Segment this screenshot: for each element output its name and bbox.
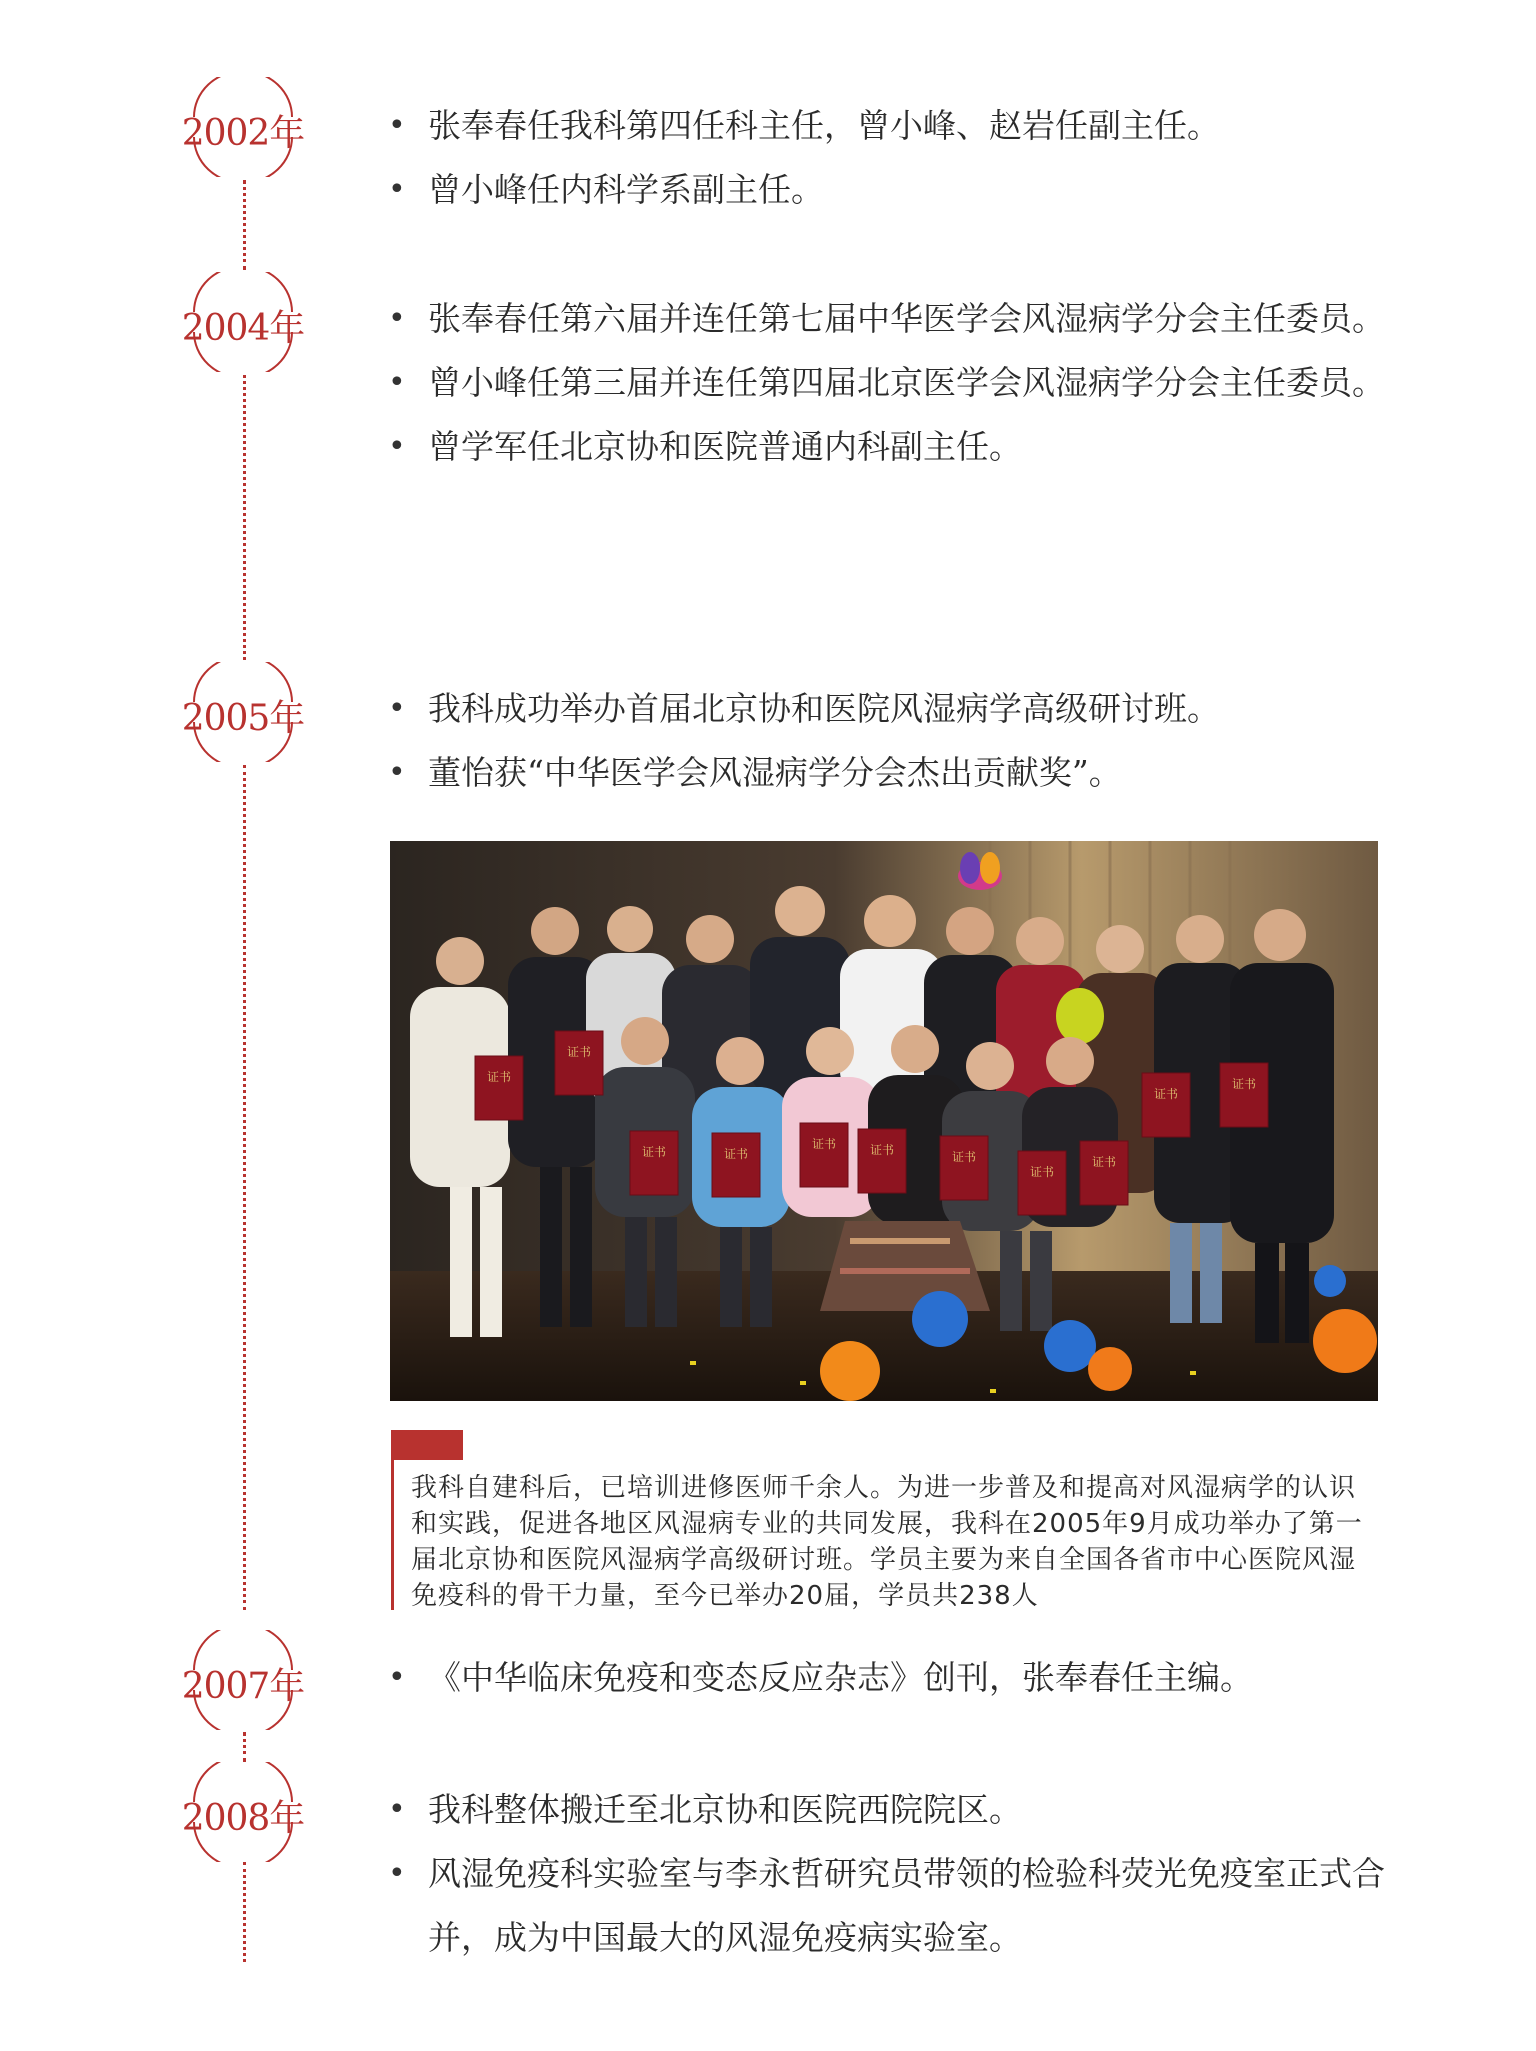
- certificate-label: 证书: [812, 1137, 837, 1151]
- entry-text: 曾小峰任内科学系副主任。: [428, 170, 824, 209]
- caption-accent-tab: [391, 1430, 463, 1460]
- year-marker-2007: [178, 1630, 308, 1730]
- certificate-label: 证书: [642, 1145, 667, 1159]
- list-item: [388, 1646, 1388, 1710]
- list-item: [388, 741, 1388, 805]
- list-item: [388, 287, 1388, 351]
- certificate-label: 证书: [1154, 1087, 1179, 1101]
- list-item: [388, 677, 1388, 741]
- entries-2005: [388, 677, 1388, 805]
- entries-2004: [388, 287, 1388, 479]
- list-item: [388, 1778, 1388, 1842]
- list-item: [388, 415, 1388, 479]
- bullet-icon: •: [388, 172, 406, 207]
- group-photo-illustration: [390, 841, 1378, 1401]
- year-marker-2004: [178, 272, 308, 372]
- entry-text: 张奉春任我科第四任科主任，曾小峰、赵岩任副主任。: [428, 106, 1220, 145]
- list-item: [388, 94, 1388, 158]
- year-label: 2007年: [181, 1666, 305, 1707]
- entries-2008: [388, 1778, 1388, 1970]
- entry-text: 我科整体搬迁至北京协和医院西院院区。: [428, 1790, 1022, 1829]
- year-marker-2002: [178, 77, 308, 177]
- entry-text: 曾学军任北京协和医院普通内科副主任。: [428, 427, 1022, 466]
- certificate-label: 证书: [567, 1045, 592, 1059]
- entry-text: 曾小峰任第三届并连任第四届北京医学会风湿病学分会主任委员。: [428, 363, 1385, 402]
- entries-2007: [388, 1646, 1388, 1710]
- bullet-icon: •: [388, 301, 406, 336]
- bullet-icon: •: [388, 1792, 406, 1827]
- bullet-icon: •: [388, 1660, 406, 1695]
- entry-text: 风湿免疫科实验室与李永哲研究员带领的检验科荧光免疫室正式合并，成为中国最大的风湿免疫病实验室。: [428, 1854, 1385, 1957]
- certificate-label: 证书: [952, 1150, 977, 1164]
- year-marker-2005: [178, 662, 308, 762]
- bullet-icon: •: [388, 755, 406, 790]
- certificate-label: 证书: [1092, 1155, 1117, 1169]
- certificate-label: 证书: [1030, 1165, 1055, 1179]
- certificate-label: 证书: [487, 1070, 512, 1084]
- certificate-label: 证书: [724, 1147, 749, 1161]
- year-label: 2004年: [181, 308, 305, 349]
- year-marker-2008: [178, 1762, 308, 1862]
- list-item: [388, 1842, 1388, 1970]
- photo-caption-box: [391, 1430, 1391, 1610]
- photo-caption: 我科自建科后，已培训进修医师千余人。为进一步普及和提高对风湿病学的认识和实践，促进各地区风湿病专业的共同发展，我科在2005年9月成功举办了第一届北京协和医院风湿病学高级研讨班。学员主要为来自全国各省市中心医院风湿免疫科的骨干力量，至今已举办20届，学员共238人: [411, 1473, 1363, 1611]
- timeline-line: [243, 765, 246, 1610]
- group-photo: [390, 841, 1378, 1401]
- entry-text: 我科成功举办首届北京协和医院风湿病学高级研讨班。: [428, 689, 1220, 728]
- certificate-label: 证书: [1232, 1077, 1257, 1091]
- bullet-icon: •: [388, 1856, 406, 1891]
- timeline-line: [243, 1732, 246, 1762]
- list-item: [388, 351, 1388, 415]
- bullet-icon: •: [388, 429, 406, 464]
- entry-text: 张奉春任第六届并连任第七届中华医学会风湿病学分会主任委员。: [428, 299, 1385, 338]
- entry-text: 董怡获“中华医学会风湿病学分会杰出贡献奖”。: [428, 753, 1122, 792]
- entries-2002: [388, 94, 1388, 222]
- year-label: 2002年: [181, 113, 305, 154]
- entry-text: 《中华临床免疫和变态反应杂志》创刊，张奉春任主编。: [428, 1658, 1253, 1697]
- certificate-label: 证书: [870, 1143, 895, 1157]
- year-label: 2008年: [181, 1798, 305, 1839]
- bullet-icon: •: [388, 691, 406, 726]
- year-label: 2005年: [181, 698, 305, 739]
- timeline-line: [243, 375, 246, 660]
- bullet-icon: •: [388, 365, 406, 400]
- timeline-line: [243, 1862, 246, 1962]
- bullet-icon: •: [388, 108, 406, 143]
- timeline-line: [243, 180, 246, 270]
- list-item: [388, 158, 1388, 222]
